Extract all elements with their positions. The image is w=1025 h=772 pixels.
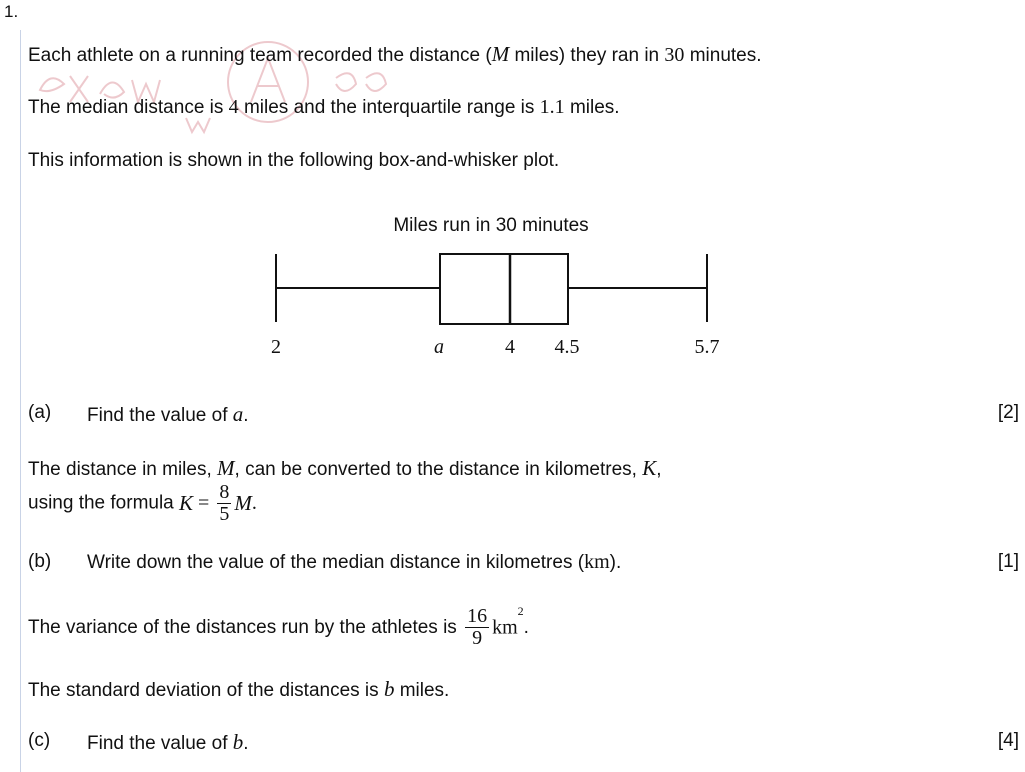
label-q3: 4.5 [554,336,580,358]
part-b-text: Write down the value of the median distance in kilometres (km). [87,551,622,573]
watermark-logo [36,20,456,150]
part-c-marks: [4] [997,730,1019,751]
part-c-label: (c) [28,730,51,751]
intro-line-2: The median distance is 4 miles and the interquartile range is 1.1 miles. [28,96,620,118]
fraction-8-5: $\frac{8}{5}$ [219,481,230,525]
std-dev-line: The standard deviation of the distances is b miles. [28,677,450,701]
intro-line-1: Each athlete on a running team recorded the distance (M miles) they ran in 30 minutes. [28,42,762,66]
label-q1: a [434,336,444,358]
conversion-line-2: using the formula K = $\frac{8}{5}$ M. [28,481,257,525]
box [440,254,568,324]
box-plot [0,200,1025,370]
part-a-marks: [2] [997,402,1019,423]
question-number: 1. [4,2,19,21]
fraction-16-9: $\frac{16}{9}$ [467,605,488,650]
part-a-text: Find the value of a. [87,402,249,426]
label-max: 5.7 [694,336,720,358]
conversion-line-1: The distance in miles, M, can be converted to the distance in kilometres, K, [28,456,662,480]
part-b-marks: [1] [997,551,1019,572]
chart-title: Miles run in 30 minutes [393,215,589,236]
intro-line-3: This information is shown in the following box-and-whisker plot. [28,150,560,171]
label-min: 2 [271,336,281,358]
part-b-label: (b) [28,551,52,572]
label-median: 4 [505,336,515,358]
part-c-text: Find the value of b. [87,730,249,754]
margin-line [20,30,21,772]
part-a-label: (a) [28,402,52,423]
variance-line: The variance of the distances run by the athletes is $\frac{16}{9}$ $km^2$. [28,604,529,650]
